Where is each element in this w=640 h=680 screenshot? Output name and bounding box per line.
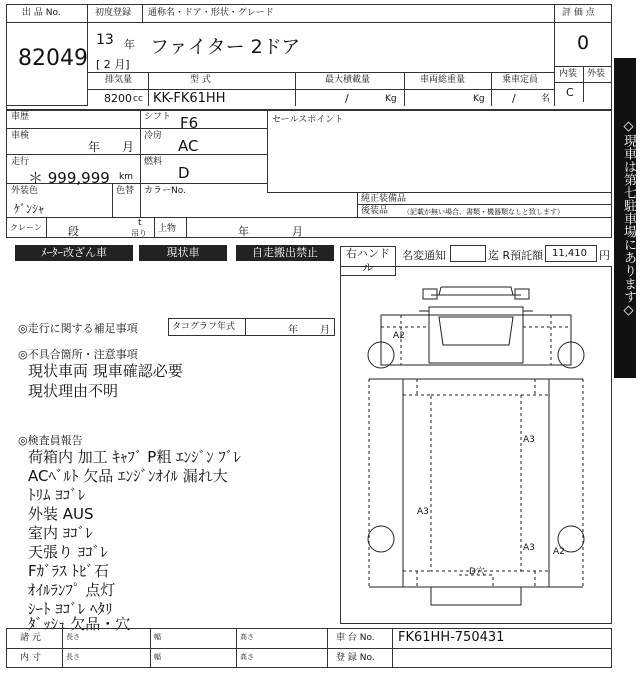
- chassis-label: 車 台 No.: [336, 633, 375, 643]
- recycle-unit: 円: [599, 249, 610, 262]
- lot-no-label: 出 品 No.: [22, 8, 61, 18]
- lift-year: 年: [238, 225, 249, 238]
- shift-label: シフト: [144, 112, 172, 122]
- tacho-label: タコグラフ年式: [172, 322, 236, 332]
- color-code-label: カラーNo.: [144, 186, 186, 196]
- inspector-line: 荷箱内 加工 ｷｬﾌﾞ P粗 ｴﾝｼﾞﾝ ﾌﾞﾚ: [28, 448, 241, 466]
- width-label: 幅: [154, 633, 161, 641]
- ext-color: ｹﾞﾝｼｬ: [14, 202, 45, 216]
- displacement-unit: cc: [133, 94, 143, 104]
- score-value: 0: [577, 32, 590, 54]
- defect-line: 現状理由不明: [28, 382, 119, 400]
- crane-lift: 吊り: [131, 229, 147, 238]
- crane-label: クレーン: [10, 223, 42, 232]
- lift-month: 月: [292, 225, 303, 238]
- exterior-score-label: 外装: [587, 69, 606, 79]
- interior-score-label: 内装: [559, 69, 578, 79]
- mileage-unit: km: [119, 172, 133, 182]
- defect-line: 現状車両 現車確認必要: [28, 362, 183, 380]
- lift-label: 上物: [158, 224, 177, 234]
- height-label: 高さ: [240, 633, 254, 641]
- capacity-unit: 名: [541, 94, 551, 104]
- crane-ton: t: [138, 218, 142, 228]
- color-change-label: 色替: [116, 186, 135, 196]
- inspector-line: 室内 ﾖｺﾞﾚ: [28, 524, 93, 542]
- driving-title: ◎走行に関する補足事項: [18, 322, 138, 335]
- tampered-meter-badge: ﾒｰﾀｰ改ざん車: [15, 245, 133, 261]
- aircon-label: 冷房: [144, 131, 163, 141]
- length-label: 長さ: [66, 633, 80, 641]
- inspector-line: ﾀﾞｯｼｭ 欠品・穴: [28, 615, 131, 633]
- model-name: ファイター 2ドア: [150, 36, 301, 58]
- specs-label: 諸 元: [20, 633, 41, 643]
- sales-point-label: セールスポイント: [272, 115, 344, 125]
- max-load-unit: Kg: [385, 94, 397, 104]
- displacement-label: 排気量: [105, 75, 133, 85]
- ownership-box: [450, 245, 486, 262]
- width-label: 幅: [154, 653, 161, 661]
- history-label: 車歴: [11, 112, 30, 122]
- shift-value: F6: [180, 114, 199, 132]
- model-type: KK-FK61HH: [153, 91, 226, 106]
- damage-mark: A3: [523, 435, 535, 445]
- tacho-month: 月: [320, 325, 330, 336]
- registration-label: 登 録 No.: [336, 653, 375, 663]
- inspector-line: ACﾍﾞﾙﾄ 欠品 ｴﾝｼﾞﾝｵｲﾙ 漏れ大: [28, 467, 228, 485]
- ext-color-label: 外装色: [11, 186, 39, 196]
- damage-mark: A3: [523, 543, 535, 553]
- max-load: /: [345, 92, 349, 105]
- recycle-label: 迄 R預託額: [488, 249, 544, 262]
- reg-year: 13: [96, 32, 114, 48]
- retrofit-note: （記載が無い場合、書類・機器類なしと致します）: [403, 208, 564, 216]
- inspector-line: 天張り ﾖｺﾞﾚ: [28, 543, 108, 561]
- inspection-month: 月: [122, 140, 135, 154]
- damage-mark: D穴: [469, 567, 485, 577]
- aircon-value: AC: [178, 137, 199, 155]
- inspector-line: 外装 AUS: [28, 505, 94, 523]
- recycle-amount: 11,410: [552, 248, 587, 259]
- side-banner-text: ◇現車は第七駐車場にあります◇: [621, 118, 636, 318]
- no-self-pickup-badge: 自走搬出禁止: [236, 245, 334, 261]
- max-load-label: 最大積載量: [325, 75, 371, 85]
- capacity: /: [512, 92, 516, 105]
- crane-stage: 段: [68, 225, 79, 238]
- mileage-label: 走行: [11, 157, 30, 167]
- capacity-label: 乗車定員: [502, 75, 539, 85]
- damage-mark: A2: [393, 331, 405, 341]
- fuel-label: 燃料: [144, 157, 163, 167]
- type-label: 型 式: [190, 75, 211, 85]
- damage-mark: A3: [417, 507, 429, 517]
- ownership-label: 名変通知: [402, 249, 446, 262]
- as-is-badge: 現状車: [139, 245, 227, 261]
- interior-dims-label: 内 寸: [20, 653, 41, 663]
- tacho-year: 年: [288, 325, 298, 336]
- inspection-label: 車検: [11, 131, 30, 141]
- height-label: 高さ: [240, 653, 254, 661]
- vehicle-diagram: [340, 266, 612, 624]
- gross-weight-unit: Kg: [473, 94, 485, 104]
- damage-mark: A2: [553, 547, 565, 557]
- inspector-line: ｼｰﾄ ﾖｺﾞﾚ ﾍﾀﾘ: [28, 600, 113, 618]
- gross-weight-label: 車両総重量: [420, 75, 466, 85]
- equipment-label: 純正装備品: [361, 194, 407, 204]
- chassis-number: FK61HH-750431: [398, 630, 505, 645]
- handle-badge: 右ハンドル: [340, 246, 396, 276]
- displacement: 8200: [104, 92, 132, 105]
- interior-score: C: [566, 86, 574, 99]
- mileage-value: ＊ 999,999: [28, 169, 110, 187]
- defect-title: ◎不具合箇所・注意事項: [18, 348, 138, 361]
- retrofit-label: 後装品: [361, 206, 389, 216]
- reg-month: [ 2 月]: [96, 58, 130, 71]
- reg-year-unit: 年: [124, 38, 135, 51]
- score-label: 評 価 点: [562, 8, 595, 18]
- inspector-line: ﾄﾘﾑ ﾖｺﾞﾚ: [28, 486, 86, 504]
- first-reg-label: 初度登録: [95, 8, 132, 18]
- length-label: 長さ: [66, 653, 80, 661]
- lot-number: 82049: [18, 46, 88, 71]
- model-name-label: 通称名・ドア・形状・グレード: [148, 8, 274, 18]
- fuel-value: D: [178, 164, 190, 182]
- inspector-title: ◎検査員報告: [18, 434, 83, 447]
- inspector-line: Fｶﾞﾗｽ ﾄﾋﾞ石: [28, 562, 109, 580]
- inspection-year: 年: [88, 140, 101, 154]
- inspector-line: ｵｲﾙﾗﾝﾌﾟ 点灯: [28, 581, 116, 599]
